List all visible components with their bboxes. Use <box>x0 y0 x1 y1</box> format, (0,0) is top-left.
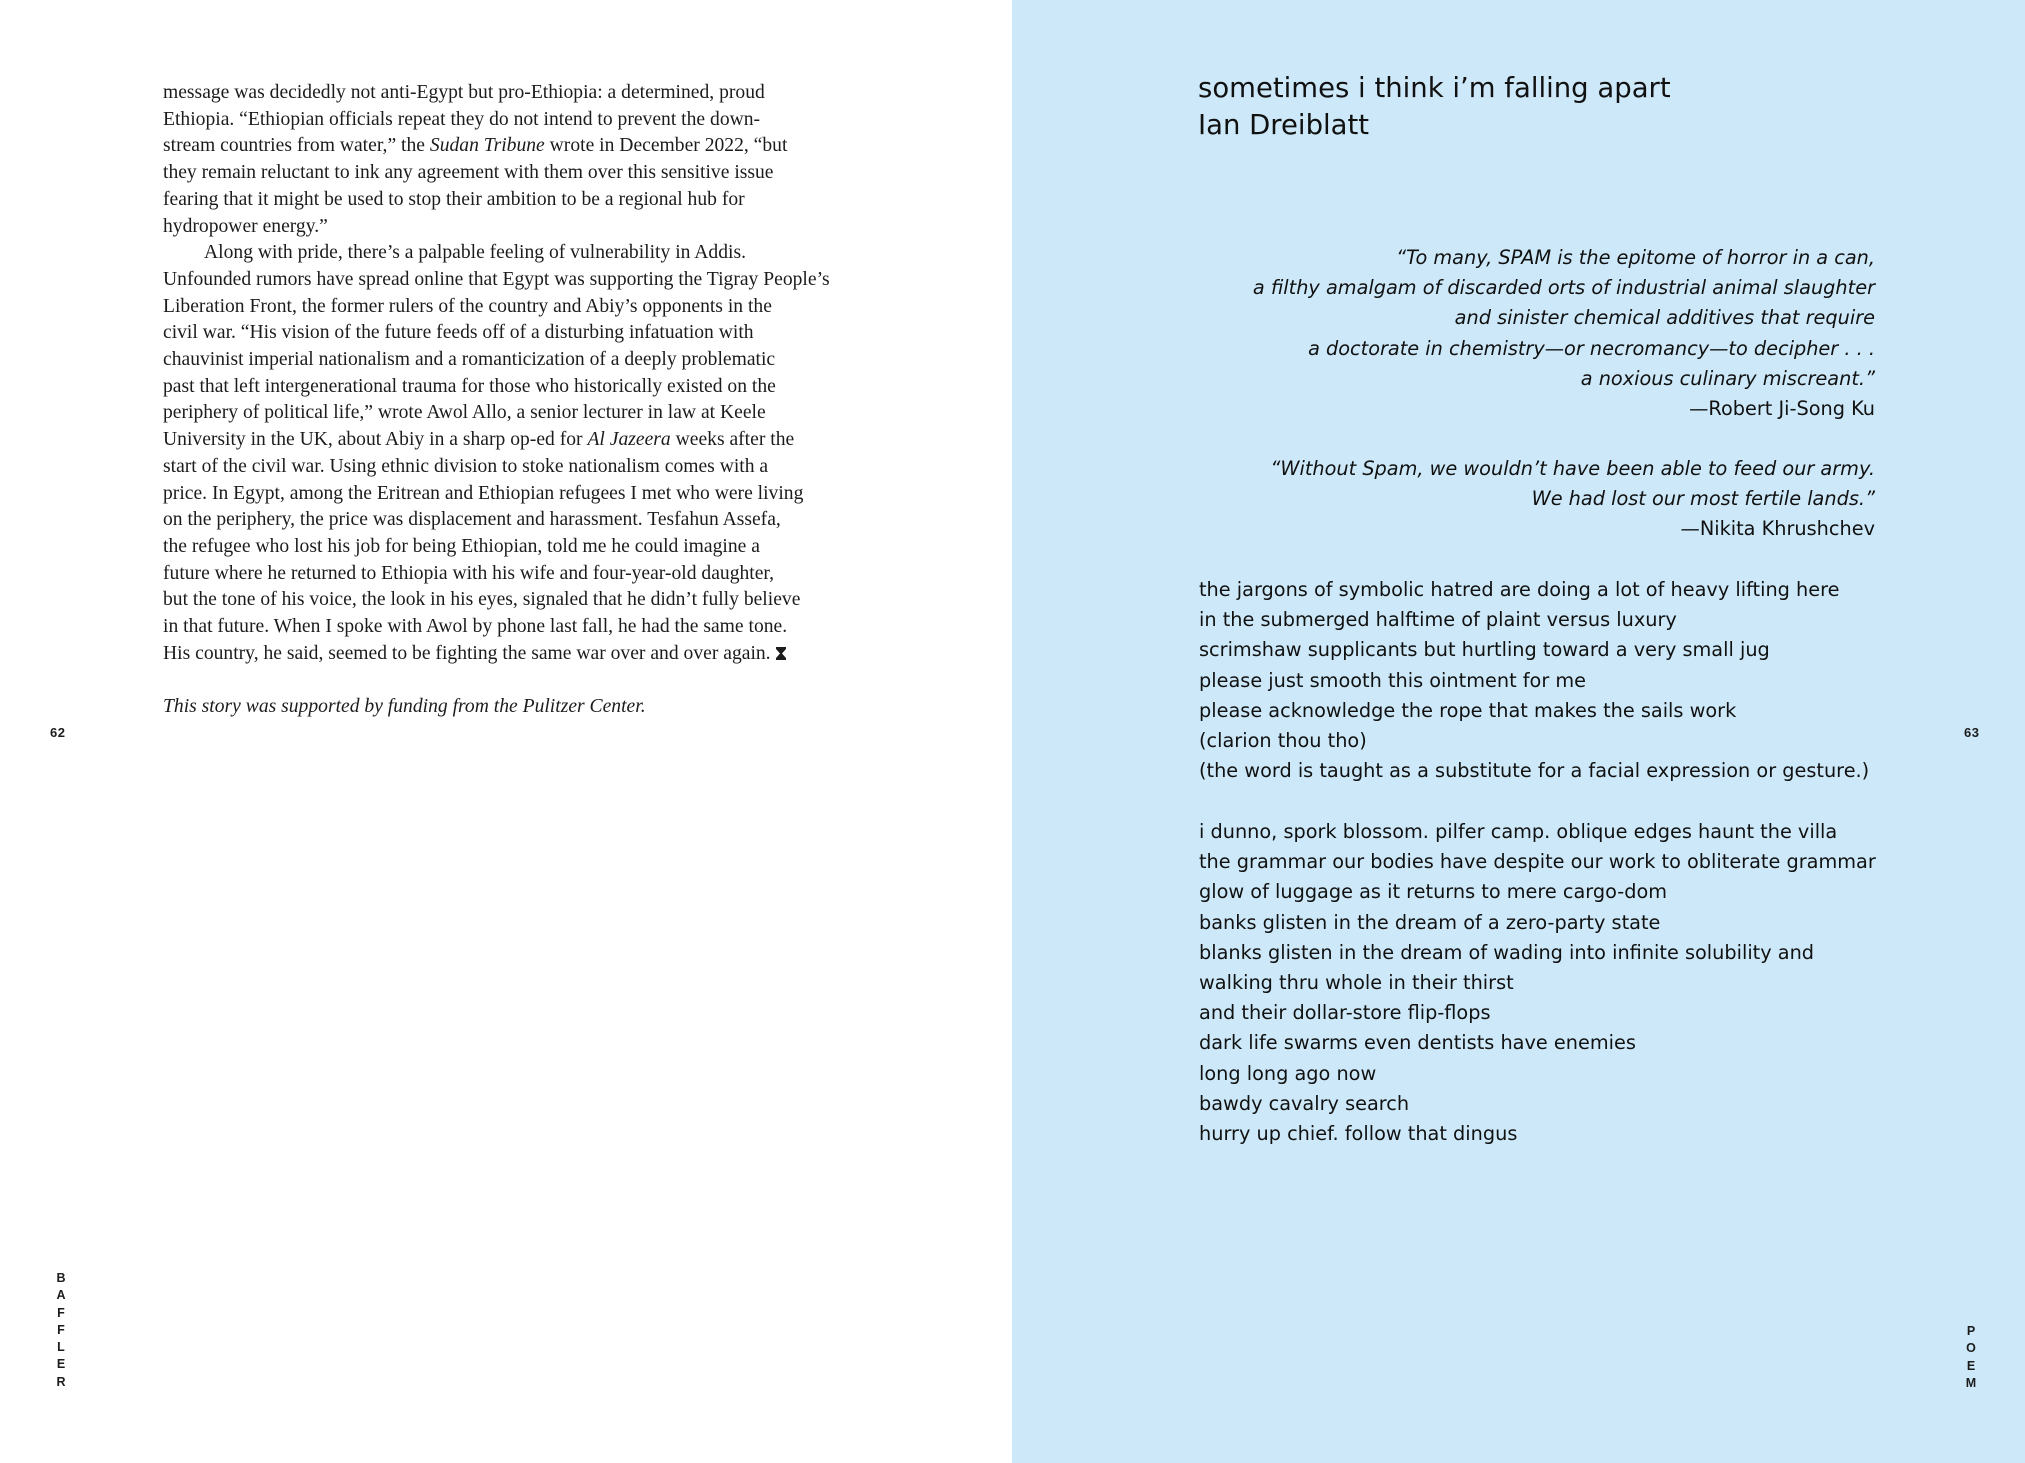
vertical-label-letter: O <box>1966 1341 1976 1356</box>
poem-line: please just smooth this ointment for me <box>1199 668 1587 692</box>
epigraph-quote-line: a noxious culinary miscreant.” <box>1580 366 1875 390</box>
vertical-label-letter: F <box>57 1322 65 1337</box>
article-text: they remain reluctant to ink any agreement with them over this sensitive issue <box>163 162 774 184</box>
article-text: the refugee who lost his job for being Ethiopian, told me he could imagine a <box>163 535 760 557</box>
article-text: message was decidedly not anti-Egypt but pro-Ethiopia: a determined, proud <box>163 82 765 103</box>
poem-title: sometimes i think i’m falling apart <box>1198 72 1671 104</box>
poem-line: bawdy cavalry search <box>1199 1091 1410 1115</box>
article-line <box>163 481 883 508</box>
article-text: Ethiopia. “Ethiopian officials repeat they do not intend to prevent the down- <box>163 108 761 130</box>
article-line <box>163 614 883 641</box>
magazine-vertical-label <box>54 1270 68 1391</box>
poem-line: walking thru whole in their thirst <box>1199 971 1514 995</box>
article-body <box>163 80 883 667</box>
article-line <box>163 214 883 241</box>
poem-line: long long ago now <box>1199 1061 1377 1085</box>
article-line <box>163 320 883 347</box>
poem-line: dark life swarms even dentists have enemies <box>1199 1031 1636 1055</box>
page-number-right: 63 <box>1964 725 1980 740</box>
epigraph-attribution: —Robert Ji-Song Ku <box>1689 397 1875 421</box>
vertical-label-letter: F <box>57 1305 65 1320</box>
article-text: periphery of political life,” wrote Awol Allo, a senior lecturer in law at Keele <box>163 402 766 424</box>
article-line <box>163 507 883 534</box>
article-text: University in the UK, about Abiy in a sharp op-ed for <box>163 429 588 451</box>
article-text: chauvinist imperial nationalism and a romanticization of a deeply problematic <box>163 349 776 371</box>
epigraph-quote-line: “To many, SPAM is the epitome of horror in a can, <box>1396 246 1875 269</box>
poem-line: glow of luggage as it returns to mere cargo-dom <box>1199 880 1668 904</box>
publication-title: Al Jazeera <box>587 429 671 451</box>
article-line <box>163 107 883 134</box>
poem-header <box>1198 70 1671 144</box>
article-line <box>163 641 883 668</box>
article-line <box>163 160 883 187</box>
article-text: civil war. “His vision of the future feeds off of a disturbing infatuation with <box>163 322 754 344</box>
poem-line: hurry up chief. follow that dingus <box>1199 1122 1518 1146</box>
epigraph-ku <box>1140 243 1875 424</box>
epigraph-quote-line: a doctorate in chemistry—or necromancy—to decipher . . . <box>1308 336 1875 360</box>
article-text: Unfounded rumors have spread online that Egypt was supporting the Tigray People’s <box>163 268 830 290</box>
epigraph-attribution: —Nikita Khrushchev <box>1680 517 1875 541</box>
article-text: Along with pride, there’s a palpable feeling of vulnerability in Addis. <box>204 242 746 264</box>
article-text: price. In Egypt, among the Eritrean and Ethiopian refugees I met who were living <box>163 482 804 504</box>
poem-stanza-2 <box>1199 817 1959 1149</box>
poem-line: in the submerged halftime of plaint versus luxury <box>1199 608 1677 632</box>
poem-line: and their dollar-store flip-flops <box>1199 1001 1491 1025</box>
article-text: start of the civil war. Using ethnic division to stoke nationalism comes with a <box>163 455 769 477</box>
vertical-label-letter: M <box>1965 1375 1977 1390</box>
article-line <box>163 587 883 614</box>
article-line <box>163 561 883 588</box>
article-line <box>163 294 883 321</box>
vertical-label-letter: A <box>56 1288 66 1303</box>
epigraph-quote-line: and sinister chemical additives that require <box>1454 306 1875 330</box>
poem-stanza-1 <box>1199 575 1959 786</box>
poem-author: Ian Dreiblatt <box>1198 109 1370 141</box>
poem-line: the jargons of symbolic hatred are doing a lot of heavy lifting here <box>1199 578 1840 601</box>
poem-line: i dunno, spork blossom. pilfer camp. oblique edges haunt the villa <box>1199 820 1838 843</box>
article-text: fearing that it might be used to stop their ambition to be a regional hub for <box>163 188 745 210</box>
article-line <box>163 454 883 481</box>
article-text: stream countries from water,” the <box>163 135 430 157</box>
funding-credit: This story was supported by funding from the Pulitzer Center. <box>163 696 646 717</box>
article-text: His country, he said, seemed to be fighting the same war over and over again. <box>163 642 771 664</box>
page-number-left: 62 <box>50 725 66 740</box>
article-text: future where he returned to Ethiopia with his wife and four-year-old daughter, <box>163 562 775 584</box>
vertical-label-letter: E <box>1966 1358 1976 1373</box>
poem-line: scrimshaw supplicants but hurtling toward a very small jug <box>1199 638 1770 662</box>
article-text: but the tone of his voice, the look in his eyes, signaled that he didn’t fully believe <box>163 589 801 611</box>
article-text: weeks after the <box>670 429 795 451</box>
article-text: past that left intergenerational trauma for those who historically existed on the <box>163 375 776 397</box>
epigraph-quote-line: We had lost our most fertile lands.” <box>1531 487 1875 511</box>
publication-title: Sudan Tribune <box>429 135 545 157</box>
hourglass-end-mark-icon <box>775 647 787 660</box>
article-text: Liberation Front, the former rulers of the country and Abiy’s opponents in the <box>163 295 772 317</box>
article-line <box>163 534 883 561</box>
article-line <box>163 240 883 267</box>
article-text: in that future. When I spoke with Awol by phone last fall, he had the same tone. <box>163 616 788 638</box>
poem-line: (the word is taught as a substitute for a facial expression or gesture.) <box>1199 759 1870 783</box>
article-line <box>163 187 883 214</box>
poem-line: the grammar our bodies have despite our work to obliterate grammar <box>1199 850 1876 874</box>
vertical-label-letter: L <box>57 1340 65 1355</box>
article-text: on the periphery, the price was displacement and harassment. Tesfahun Assefa, <box>163 509 781 531</box>
article-line <box>163 133 883 160</box>
article-line <box>163 267 883 294</box>
poem-line: please acknowledge the rope that makes the sails work <box>1199 698 1737 722</box>
vertical-label-letter: B <box>56 1271 66 1285</box>
article-line <box>163 427 883 454</box>
article-line <box>163 347 883 374</box>
article-line <box>163 374 883 401</box>
article-line <box>163 400 883 427</box>
article-text: hydropower energy.” <box>163 215 328 237</box>
poem-line: blanks glisten in the dream of wading into infinite solubility and <box>1199 940 1815 964</box>
poem-line: (clarion thou tho) <box>1199 729 1367 753</box>
article-line <box>163 80 883 107</box>
epigraph-khrushchev <box>1140 454 1875 545</box>
epigraph-quote-line: “Without Spam, we wouldn’t have been able to feed our army. <box>1270 457 1875 480</box>
vertical-label-letter: E <box>56 1357 66 1372</box>
epigraph-quote-line: a filthy amalgam of discarded orts of industrial animal slaughter <box>1252 276 1875 300</box>
vertical-label-letter: P <box>1966 1324 1976 1338</box>
article-text: wrote in December 2022, “but <box>544 135 788 157</box>
section-vertical-label <box>1964 1323 1978 1392</box>
left-page <box>0 0 1012 1463</box>
vertical-label-letter: R <box>56 1374 66 1389</box>
poem-line: banks glisten in the dream of a zero-party state <box>1199 910 1661 934</box>
